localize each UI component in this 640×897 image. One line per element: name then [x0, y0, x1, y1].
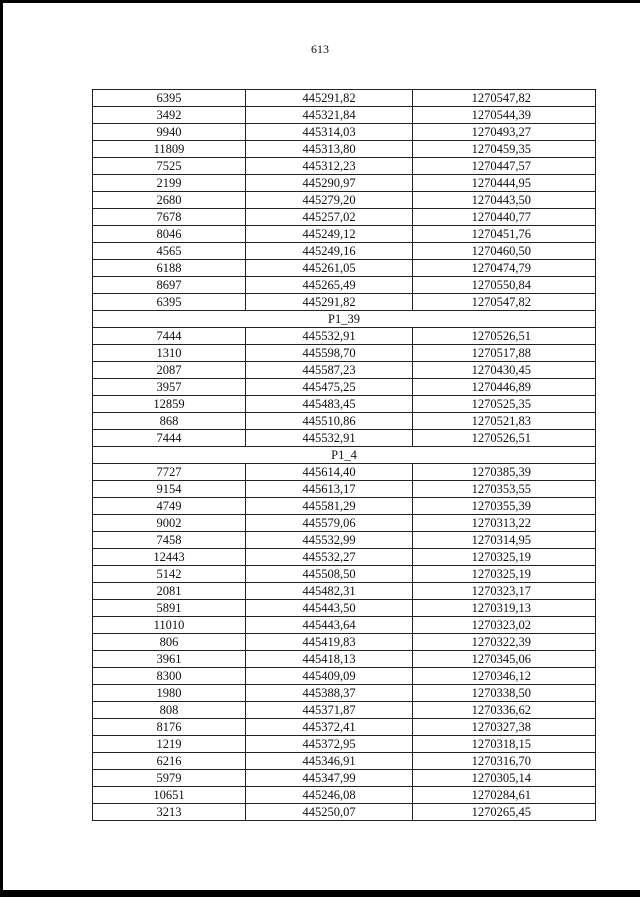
scan-border-bottom: [0, 890, 640, 897]
point-number-cell: 7444: [93, 328, 246, 345]
point-number-cell: 2081: [93, 583, 246, 600]
table-row: [93, 702, 596, 719]
table-row: [93, 430, 596, 447]
point-number-cell: 1310: [93, 345, 246, 362]
coordinate-y-cell: 1270338,50: [413, 685, 596, 702]
coordinate-x-cell: 445579,06: [246, 515, 413, 532]
table-row: [93, 124, 596, 141]
table-row: [93, 549, 596, 566]
table-row: [93, 634, 596, 651]
point-number-cell: 3961: [93, 651, 246, 668]
point-number-cell: 5891: [93, 600, 246, 617]
coordinate-x-cell: 445257,02: [246, 209, 413, 226]
coordinate-x-cell: 445598,70: [246, 345, 413, 362]
point-number-cell: 4749: [93, 498, 246, 515]
table-row: [93, 141, 596, 158]
coordinate-y-cell: 1270451,76: [413, 226, 596, 243]
coordinate-x-cell: 445532,91: [246, 328, 413, 345]
coordinate-y-cell: 1270327,38: [413, 719, 596, 736]
coordinate-y-cell: 1270460,50: [413, 243, 596, 260]
section-header-row: [93, 447, 596, 464]
coordinate-x-cell: 445291,82: [246, 90, 413, 107]
table-row: [93, 362, 596, 379]
coordinate-x-cell: 445388,37: [246, 685, 413, 702]
coordinate-y-cell: 1270430,45: [413, 362, 596, 379]
coordinate-x-cell: 445290,97: [246, 175, 413, 192]
table-row: [93, 719, 596, 736]
point-number-cell: 11010: [93, 617, 246, 634]
point-number-cell: 12859: [93, 396, 246, 413]
coordinate-x-cell: 445419,83: [246, 634, 413, 651]
point-number-cell: 5979: [93, 770, 246, 787]
point-number-cell: 1219: [93, 736, 246, 753]
coordinate-y-cell: 1270265,45: [413, 804, 596, 821]
point-number-cell: 8176: [93, 719, 246, 736]
coordinate-x-cell: 445508,50: [246, 566, 413, 583]
point-number-cell: 2680: [93, 192, 246, 209]
coordinate-y-cell: 1270526,51: [413, 328, 596, 345]
table-row: [93, 498, 596, 515]
coordinate-y-cell: 1270547,82: [413, 90, 596, 107]
coordinate-y-cell: 1270316,70: [413, 753, 596, 770]
table-row: [93, 770, 596, 787]
coordinate-x-cell: 445532,27: [246, 549, 413, 566]
table-row: [93, 685, 596, 702]
coordinate-y-cell: 1270355,39: [413, 498, 596, 515]
table-row: [93, 532, 596, 549]
point-number-cell: 3213: [93, 804, 246, 821]
table-row: [93, 787, 596, 804]
coordinate-x-cell: 445614,40: [246, 464, 413, 481]
coordinate-x-cell: 445581,29: [246, 498, 413, 515]
coordinate-y-cell: 1270385,39: [413, 464, 596, 481]
point-number-cell: 808: [93, 702, 246, 719]
coordinate-y-cell: 1270443,50: [413, 192, 596, 209]
table-row: [93, 583, 596, 600]
coordinate-x-cell: 445482,31: [246, 583, 413, 600]
section-header-row: [93, 311, 596, 328]
coordinate-y-cell: 1270493,27: [413, 124, 596, 141]
coordinate-y-cell: 1270474,79: [413, 260, 596, 277]
coordinate-y-cell: 1270353,55: [413, 481, 596, 498]
coordinate-y-cell: 1270446,89: [413, 379, 596, 396]
section-label: P1_39: [93, 311, 596, 328]
scan-border-left: [0, 0, 3, 897]
coordinate-y-cell: 1270346,12: [413, 668, 596, 685]
coordinate-x-cell: 445246,08: [246, 787, 413, 804]
point-number-cell: 868: [93, 413, 246, 430]
coordinate-x-cell: 445372,41: [246, 719, 413, 736]
page-number: 613: [311, 42, 329, 56]
coordinates-table: [92, 89, 596, 821]
point-number-cell: 8300: [93, 668, 246, 685]
point-number-cell: 8046: [93, 226, 246, 243]
coordinate-x-cell: 445510,86: [246, 413, 413, 430]
coordinate-y-cell: 1270440,77: [413, 209, 596, 226]
coordinate-y-cell: 1270313,22: [413, 515, 596, 532]
scan-border-top: [0, 0, 640, 3]
table-row: [93, 209, 596, 226]
coordinate-y-cell: 1270323,17: [413, 583, 596, 600]
table-row: [93, 260, 596, 277]
point-number-cell: 6395: [93, 90, 246, 107]
coordinate-y-cell: 1270314,95: [413, 532, 596, 549]
coordinates-table-body: [93, 90, 596, 821]
coordinate-y-cell: 1270325,19: [413, 566, 596, 583]
table-row: [93, 277, 596, 294]
point-number-cell: 4565: [93, 243, 246, 260]
coordinate-y-cell: 1270318,15: [413, 736, 596, 753]
point-number-cell: 7727: [93, 464, 246, 481]
coordinate-y-cell: 1270345,06: [413, 651, 596, 668]
coordinate-x-cell: 445483,45: [246, 396, 413, 413]
table-row: [93, 651, 596, 668]
coordinate-y-cell: 1270336,62: [413, 702, 596, 719]
table-row: [93, 90, 596, 107]
table-row: [93, 158, 596, 175]
table-row: [93, 243, 596, 260]
coordinate-x-cell: 445587,23: [246, 362, 413, 379]
point-number-cell: 7678: [93, 209, 246, 226]
coordinate-x-cell: 445321,84: [246, 107, 413, 124]
point-number-cell: 3492: [93, 107, 246, 124]
coordinate-y-cell: 1270284,61: [413, 787, 596, 804]
point-number-cell: 6395: [93, 294, 246, 311]
point-number-cell: 9940: [93, 124, 246, 141]
coordinate-x-cell: 445613,17: [246, 481, 413, 498]
table-row: [93, 175, 596, 192]
coordinate-y-cell: 1270322,39: [413, 634, 596, 651]
table-row: [93, 379, 596, 396]
coordinate-x-cell: 445313,80: [246, 141, 413, 158]
table-row: [93, 753, 596, 770]
table-row: [93, 736, 596, 753]
coordinate-x-cell: 445532,99: [246, 532, 413, 549]
coordinate-y-cell: 1270459,35: [413, 141, 596, 158]
coordinate-y-cell: 1270305,14: [413, 770, 596, 787]
coordinate-y-cell: 1270550,84: [413, 277, 596, 294]
table-row: [93, 566, 596, 583]
coordinate-x-cell: 445291,82: [246, 294, 413, 311]
coordinate-y-cell: 1270325,19: [413, 549, 596, 566]
point-number-cell: 9154: [93, 481, 246, 498]
coordinate-x-cell: 445475,25: [246, 379, 413, 396]
table-row: [93, 328, 596, 345]
table-row: [93, 192, 596, 209]
coordinate-y-cell: 1270447,57: [413, 158, 596, 175]
coordinate-x-cell: 445314,03: [246, 124, 413, 141]
point-number-cell: 8697: [93, 277, 246, 294]
coordinate-x-cell: 445249,12: [246, 226, 413, 243]
coordinate-y-cell: 1270526,51: [413, 430, 596, 447]
coordinate-x-cell: 445312,23: [246, 158, 413, 175]
table-row: [93, 396, 596, 413]
table-row: [93, 481, 596, 498]
coordinate-y-cell: 1270517,88: [413, 345, 596, 362]
coordinate-x-cell: 445279,20: [246, 192, 413, 209]
coordinate-x-cell: 445372,95: [246, 736, 413, 753]
table-row: [93, 413, 596, 430]
coordinate-x-cell: 445265,49: [246, 277, 413, 294]
table-row: [93, 668, 596, 685]
coordinate-y-cell: 1270319,13: [413, 600, 596, 617]
point-number-cell: 1980: [93, 685, 246, 702]
coordinate-x-cell: 445249,16: [246, 243, 413, 260]
point-number-cell: 11809: [93, 141, 246, 158]
coordinate-x-cell: 445261,05: [246, 260, 413, 277]
coordinate-x-cell: 445443,50: [246, 600, 413, 617]
coordinate-y-cell: 1270444,95: [413, 175, 596, 192]
table-row: [93, 294, 596, 311]
point-number-cell: 806: [93, 634, 246, 651]
section-label: P1_4: [93, 447, 596, 464]
point-number-cell: 5142: [93, 566, 246, 583]
table-row: [93, 345, 596, 362]
coordinate-y-cell: 1270521,83: [413, 413, 596, 430]
point-number-cell: 7458: [93, 532, 246, 549]
table-row: [93, 600, 596, 617]
table-row: [93, 617, 596, 634]
coordinate-y-cell: 1270525,35: [413, 396, 596, 413]
table-row: [93, 515, 596, 532]
point-number-cell: 3957: [93, 379, 246, 396]
coordinate-x-cell: 445347,99: [246, 770, 413, 787]
coordinate-x-cell: 445371,87: [246, 702, 413, 719]
coordinate-x-cell: 445443,64: [246, 617, 413, 634]
coordinate-y-cell: 1270544,39: [413, 107, 596, 124]
point-number-cell: 12443: [93, 549, 246, 566]
point-number-cell: 10651: [93, 787, 246, 804]
coordinate-y-cell: 1270547,82: [413, 294, 596, 311]
coordinate-x-cell: 445409,09: [246, 668, 413, 685]
coordinate-x-cell: 445532,91: [246, 430, 413, 447]
point-number-cell: 7444: [93, 430, 246, 447]
point-number-cell: 2087: [93, 362, 246, 379]
coordinate-x-cell: 445250,07: [246, 804, 413, 821]
point-number-cell: 6216: [93, 753, 246, 770]
table-row: [93, 464, 596, 481]
point-number-cell: 7525: [93, 158, 246, 175]
point-number-cell: 2199: [93, 175, 246, 192]
table-row: [93, 226, 596, 243]
table-row: [93, 804, 596, 821]
point-number-cell: 6188: [93, 260, 246, 277]
point-number-cell: 9002: [93, 515, 246, 532]
coordinate-x-cell: 445346,91: [246, 753, 413, 770]
table-row: [93, 107, 596, 124]
coordinate-y-cell: 1270323,02: [413, 617, 596, 634]
coordinate-x-cell: 445418,13: [246, 651, 413, 668]
